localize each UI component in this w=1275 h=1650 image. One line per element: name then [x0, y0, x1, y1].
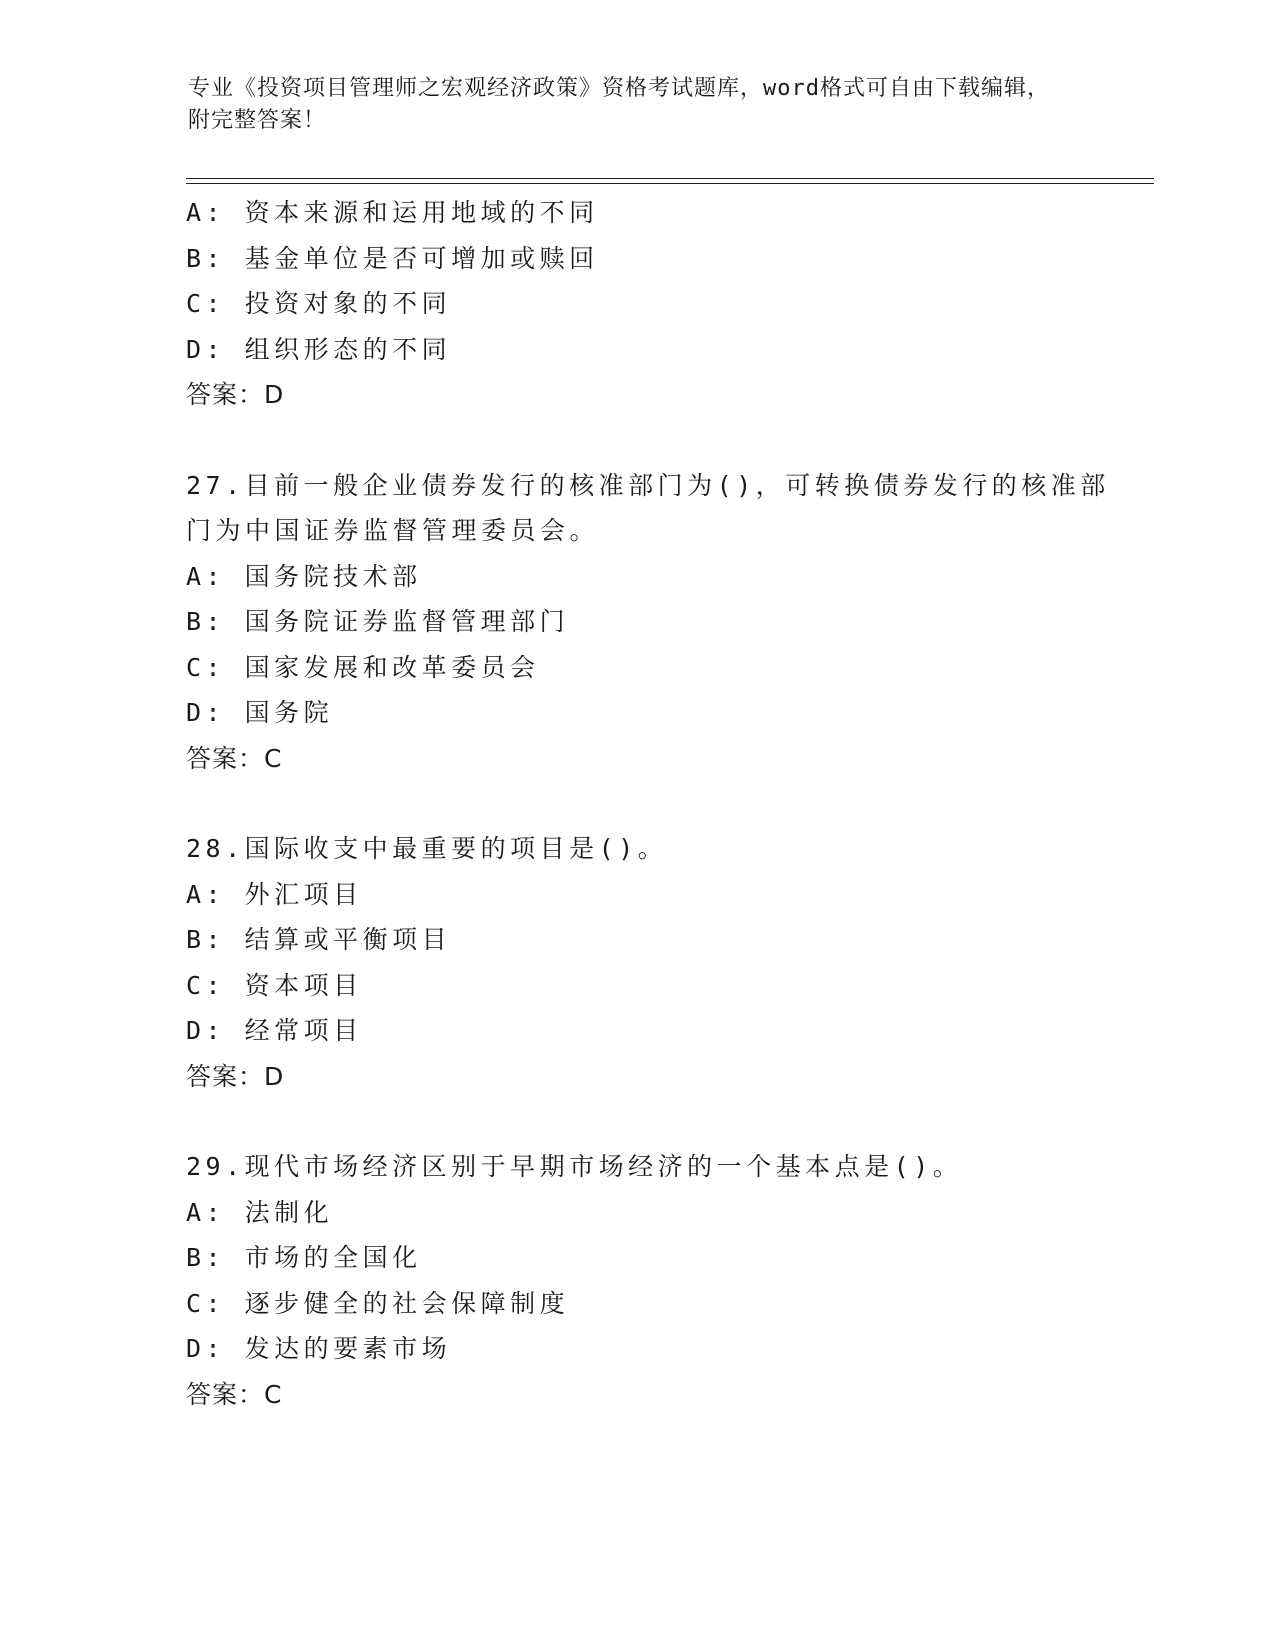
option-a: A: 国务院技术部 [186, 561, 422, 591]
answer: 答案：D [186, 380, 285, 409]
option-d: D: 发达的要素市场 [186, 1334, 452, 1363]
question-stem-continued: 门为中国证券监督管理委员会。 [186, 516, 600, 545]
option-d: D: 国务院 [186, 698, 334, 727]
question-list [186, 190, 1146, 1417]
option-c: C: 投资对象的不同 [186, 289, 452, 318]
option-d: D: 组织形态的不同 [186, 334, 452, 364]
answer: 答案：C [186, 743, 283, 773]
header-rule-top [186, 178, 1154, 179]
question-stem: 27.目前一般企业债券发行的核准部门为()，可转换债券发行的核准部 [186, 470, 1110, 500]
header-rule-bottom [186, 183, 1154, 184]
option-c: C: 逐步健全的社会保障制度 [186, 1288, 570, 1318]
question-stem: 28.国际收支中最重要的项目是()。 [186, 834, 668, 863]
question-stem: 29.现代市场经济区别于早期市场经济的一个基本点是()。 [186, 1152, 963, 1181]
option-a: A: 外汇项目 [186, 879, 363, 909]
question-block-26 [186, 190, 1146, 418]
question-block-27 [186, 463, 1146, 782]
question-block-29 [186, 1144, 1146, 1417]
option-b: B: 基金单位是否可增加或赎回 [186, 243, 599, 273]
answer: 答案：D [186, 1061, 285, 1091]
spacer [186, 781, 1146, 826]
answer: 答案：C [186, 1379, 283, 1409]
option-b: B: 市场的全国化 [186, 1243, 422, 1272]
option-b: B: 结算或平衡项目 [186, 925, 452, 954]
option-a: A: 资本来源和运用地域的不同 [186, 198, 599, 227]
option-c: C: 资本项目 [186, 970, 363, 1000]
spacer [186, 1099, 1146, 1144]
option-c: C: 国家发展和改革委员会 [186, 652, 540, 682]
option-a: A: 法制化 [186, 1197, 334, 1227]
question-block-28 [186, 826, 1146, 1099]
document-header: 专业《投资项目管理师之宏观经济政策》资格考试题库，word格式可自由下载编辑，附完整答案！ [188, 76, 1050, 133]
spacer [186, 418, 1146, 463]
option-b: B: 国务院证券监督管理部门 [186, 607, 570, 636]
option-d: D: 经常项目 [186, 1016, 363, 1045]
